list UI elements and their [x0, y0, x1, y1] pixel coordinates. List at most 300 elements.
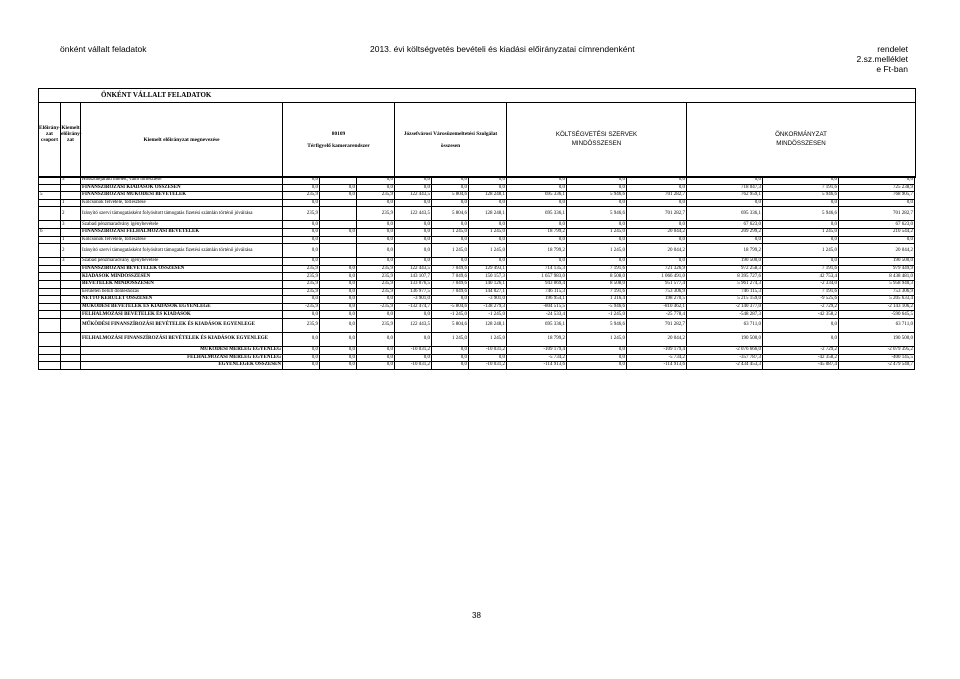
group-cell [39, 332, 61, 346]
row-label: FELHALMOZÁSI BEVÉTELEK ÉS KIADÁSOK [81, 311, 283, 319]
row-label: KIADÁSOK MINDÖSSZESEN [81, 273, 283, 281]
value-cell: 701 282,7 [627, 207, 687, 221]
group-cell [39, 273, 61, 281]
value-cell: 235,9 [357, 265, 395, 273]
value-cell: 0,0 [320, 311, 357, 319]
value-cell: 0,0 [357, 296, 395, 304]
value-cell: 753 306,9 [839, 288, 915, 296]
value-cell: 63 711,0 [687, 318, 763, 332]
value-cell: 0,0 [507, 258, 567, 266]
value-cell: 0,0 [567, 221, 627, 229]
value-cell: -2 729,2 [763, 346, 839, 354]
value-cell: 5 946,6 [567, 192, 627, 200]
value-cell: -45 087,4 [763, 362, 839, 370]
value-cell: 0,0 [839, 236, 915, 244]
value-cell: 190 500,0 [687, 332, 763, 346]
value-cell: 0,0 [627, 221, 687, 229]
value-cell: 0,0 [320, 265, 357, 273]
value-cell: 695 336,1 [507, 192, 567, 200]
column-header-band [38, 102, 916, 178]
value-cell: -1 245,0 [567, 311, 627, 319]
value-cell: 0,0 [395, 244, 432, 258]
value-cell: -109 179,4 [627, 346, 687, 354]
value-cell: 122 443,5 [395, 265, 432, 273]
table-row [39, 207, 915, 221]
col-header-jvsz: Józsefvárosi Városüzemeltetési Szolgálat összesen [395, 103, 507, 177]
value-cell: 1 316,4 [567, 296, 627, 304]
value-cell: 0,0 [320, 288, 357, 296]
value-cell: 18 799,2 [507, 244, 567, 258]
kiemelt-cell [61, 332, 81, 346]
value-cell: 943 069,4 [507, 280, 567, 288]
value-cell: 0,0 [507, 236, 567, 244]
kiemelt-cell: 3 [61, 221, 81, 229]
value-cell: 0,0 [469, 354, 507, 362]
value-cell: 235,9 [357, 288, 395, 296]
kiemelt-cell: 3 [61, 258, 81, 266]
value-cell: 0,0 [357, 236, 395, 244]
kiemelt-cell [61, 354, 81, 362]
value-cell: 7 191,6 [763, 184, 839, 192]
value-cell: 0,0 [320, 273, 357, 281]
value-cell: 235,9 [283, 280, 320, 288]
value-cell: 714 135,3 [507, 265, 567, 273]
value-cell [320, 177, 357, 185]
row-label: Szabad pénzmaradvány igénybevétele [81, 221, 283, 229]
header-right-line3: e Ft-ban [876, 64, 908, 74]
value-cell: -2 140 377,0 [687, 303, 763, 311]
value-cell: 235,9 [283, 192, 320, 200]
value-cell: -2 479 540,7 [839, 362, 915, 370]
group-cell [39, 354, 61, 362]
value-cell: -24 533,4 [507, 311, 567, 319]
table-row [39, 228, 915, 236]
value-cell: 235,9 [357, 273, 395, 281]
table-row [39, 177, 915, 185]
value-cell: 979 449,9 [839, 265, 915, 273]
value-cell: 0,0 [395, 354, 432, 362]
value-cell: 235,9 [357, 207, 395, 221]
value-cell: 0,0 [839, 199, 915, 207]
value-cell: 0,0 [357, 184, 395, 192]
value-cell: 210 544,2 [839, 228, 915, 236]
value-cell: 0,0 [507, 221, 567, 229]
value-cell: -10 031,2 [395, 362, 432, 370]
value-cell: 0,0 [507, 199, 567, 207]
value-cell: 0,0 [432, 221, 469, 229]
value-cell: 18 799,2 [687, 244, 763, 258]
value-cell: 235,9 [283, 288, 320, 296]
value-cell [320, 199, 357, 207]
kiemelt-cell: 3 [61, 177, 81, 185]
value-cell: 235,9 [357, 192, 395, 200]
value-cell: -10 031,2 [469, 346, 507, 354]
col-header-kiemelt: Kiemelt előirány-zat [61, 103, 81, 177]
group-cell [39, 258, 61, 266]
value-cell: -114 913,6 [627, 362, 687, 370]
value-cell: 0,0 [567, 184, 627, 192]
value-cell: 0,0 [469, 199, 507, 207]
group-cell [39, 346, 61, 354]
value-cell: 0,0 [763, 236, 839, 244]
value-cell: 1 245,0 [763, 228, 839, 236]
row-label: BEVÉTELEK MINDÖSSZESEN [81, 280, 283, 288]
row-label: FELHALMOZÁSI MÉRLEG EGYENLEG [81, 354, 283, 362]
value-cell: 0,0 [283, 258, 320, 266]
value-cell: 128 248,1 [469, 207, 507, 221]
value-cell: 0,0 [395, 236, 432, 244]
value-cell: 8 508,0 [567, 280, 627, 288]
value-cell: 0,0 [357, 354, 395, 362]
value-cell: -138 279,3 [469, 303, 507, 311]
group-cell [39, 288, 61, 296]
value-cell: 190 500,0 [687, 258, 763, 266]
col-header-onkormanyzat: ÖNKORMÁNYZAT MINDÖSSZESEN [775, 131, 827, 147]
value-cell: 0,0 [432, 199, 469, 207]
table-row [39, 332, 915, 346]
value-cell: -810 462,1 [627, 303, 687, 311]
col-header-80109: 80109 Térfigyelő kamerarendszer [283, 103, 395, 177]
value-cell: 695 336,1 [687, 207, 763, 221]
group-cell [39, 207, 61, 221]
value-cell: 7 191,6 [567, 265, 627, 273]
value-cell: 235,9 [357, 280, 395, 288]
value-cell: 0,0 [320, 192, 357, 200]
page-number: 38 [472, 611, 481, 620]
value-cell: -400 145,5 [839, 354, 915, 362]
table-title: ÖNKÉNT VÁLLALT FELADATOK [101, 91, 212, 99]
value-cell: -5 946,6 [567, 303, 627, 311]
value-cell: -132 474,7 [395, 303, 432, 311]
value-cell: 67 623,0 [839, 221, 915, 229]
value-cell: 8 395 727,6 [687, 273, 763, 281]
header-right-block [857, 44, 909, 74]
value-cell: 0,0 [432, 362, 469, 370]
value-cell: 122 443,5 [395, 318, 432, 332]
row-label: kerületen belüli döntéshozás [81, 288, 283, 296]
value-cell: 0,0 [567, 346, 627, 354]
value-cell: 5 804,6 [432, 207, 469, 221]
value-cell: 0,0 [283, 228, 320, 236]
value-cell: 7 191,6 [763, 288, 839, 296]
value-cell: 1 245,0 [567, 244, 627, 258]
row-label: FINANSZÍROZÁSI MŰKÖDÉSI BEVÉTELEK [81, 192, 283, 200]
row-label: FINANSZÍROZÁSI BEVÉTELEK ÖSSZESEN [81, 265, 283, 273]
value-cell: -10 031,2 [395, 346, 432, 354]
value-cell: 0,0 [432, 258, 469, 266]
value-cell: -109 179,4 [507, 346, 567, 354]
value-cell: 0,0 [320, 280, 357, 288]
col-header-koltsegvetesi: KÖLTSÉGVETÉSI SZERVEK MINDÖSSZESEN [507, 103, 687, 177]
value-cell: 725 238,9 [839, 184, 915, 192]
table-row [39, 354, 915, 362]
kiemelt-cell: 1 [61, 236, 81, 244]
value-cell: 5 205 633,4 [839, 296, 915, 304]
kiemelt-cell: 2 [61, 244, 81, 258]
group-cell [39, 318, 61, 332]
value-cell: 1 245,0 [763, 244, 839, 258]
kiemelt-cell: 2 [61, 207, 81, 221]
group-cell [39, 244, 61, 258]
value-cell: 5 958 940,3 [839, 280, 915, 288]
group-cell [39, 199, 61, 207]
value-cell: 0,0 [432, 296, 469, 304]
row-label: EGYENLEGEK ÖSSZESEN [81, 362, 283, 370]
value-cell: 1 245,0 [469, 244, 507, 258]
value-cell: 0,0 [283, 177, 320, 185]
value-cell: 0,0 [283, 296, 320, 304]
value-cell: 746 115,3 [507, 288, 567, 296]
row-label: MŰKÖDÉSI FINANSZÍROZÁSI BEVÉTELEK ÉS KIADÁSOK EGYENLEGE [81, 318, 283, 332]
kiemelt-cell: 1 [61, 199, 81, 207]
value-cell: 0,0 [357, 362, 395, 370]
value-cell: 5 961 274,3 [687, 280, 763, 288]
value-cell: 0,0 [283, 236, 320, 244]
value-cell: 0,0 [320, 346, 357, 354]
value-cell: 190 500,0 [839, 332, 915, 346]
value-cell: 0,0 [395, 184, 432, 192]
value-cell: 20 044,2 [627, 244, 687, 258]
row-label: FELHALMOZÁSI FINANSZÍROZÁSI BEVÉTELEK ÉS KIADÁSOK EGYENLEGE [81, 332, 283, 346]
value-cell: 951 577,4 [627, 280, 687, 288]
row-label: Kölcsönök felvétele, törlesztése [81, 236, 283, 244]
value-cell: -5 804,6 [432, 303, 469, 311]
value-cell: 18 799,2 [507, 332, 567, 346]
value-cell: 0,0 [469, 221, 507, 229]
group-cell [39, 221, 61, 229]
value-cell: -3 901,0 [395, 296, 432, 304]
value-cell: 0,0 [357, 244, 395, 258]
group-cell [39, 265, 61, 273]
value-cell: 7 049,6 [432, 265, 469, 273]
value-cell: 7 049,6 [432, 288, 469, 296]
value-cell: 0,0 [320, 184, 357, 192]
table-row [39, 280, 915, 288]
group-cell [39, 296, 61, 304]
value-cell: 0,0 [395, 258, 432, 266]
group-cell [39, 303, 61, 311]
group-cell [39, 184, 61, 192]
value-cell: -42 358,2 [763, 354, 839, 362]
kiemelt-cell [61, 318, 81, 332]
value-cell: 0,0 [320, 228, 357, 236]
value-cell: 0,0 [627, 258, 687, 266]
value-cell: 150 157,3 [469, 273, 507, 281]
table-row [39, 288, 915, 296]
row-label: FINANSZÍROZÁSI FELHALMOZÁSI BEVÉTELEK [81, 228, 283, 236]
value-cell [320, 244, 357, 258]
value-cell: 67 623,0 [687, 221, 763, 229]
value-cell: 0,0 [627, 236, 687, 244]
value-cell: 42 753,4 [763, 273, 839, 281]
value-cell: 1 245,0 [469, 228, 507, 236]
value-cell: 0,0 [320, 332, 357, 346]
value-cell: 0,0 [763, 318, 839, 332]
value-cell: 140 126,1 [469, 280, 507, 288]
value-cell: 721 326,9 [627, 265, 687, 273]
value-cell: 0,0 [567, 236, 627, 244]
value-cell: 196 954,1 [507, 296, 567, 304]
value-cell: 0,0 [395, 332, 432, 346]
col-header-name: Kiemelt előirányzat megnevezése [81, 103, 283, 177]
value-cell: 5 946,6 [567, 318, 627, 332]
value-cell: 0,0 [283, 346, 320, 354]
value-cell: 972 258,3 [687, 265, 763, 273]
value-cell: -2 076 666,0 [687, 346, 763, 354]
value-cell: 0,0 [763, 199, 839, 207]
budget-table [38, 176, 915, 370]
table-row [39, 362, 915, 370]
group-cell [39, 311, 61, 319]
value-cell: 1 245,0 [432, 244, 469, 258]
value-cell: 5 946,6 [567, 207, 627, 221]
value-cell: 5 215 159,0 [687, 296, 763, 304]
value-cell: 136 977,5 [395, 288, 432, 296]
row-label: Irányító szervi támogatásként folyósított támogatás fizetési számlán történő jóváírása [81, 207, 283, 221]
value-cell: 0,0 [357, 346, 395, 354]
value-cell: 190 500,0 [839, 258, 915, 266]
value-cell: 0,0 [763, 177, 839, 185]
value-cell: 235,9 [283, 265, 320, 273]
value-cell: 0,0 [320, 303, 357, 311]
group-cell [39, 280, 61, 288]
table-row [39, 346, 915, 354]
value-cell: 0,0 [320, 318, 357, 332]
value-cell: 0,0 [320, 296, 357, 304]
kiemelt-cell [61, 311, 81, 319]
value-cell: 122 443,5 [395, 192, 432, 200]
value-cell: -804 515,5 [507, 303, 567, 311]
value-cell: 1 245,0 [432, 332, 469, 346]
value-cell: 0,0 [283, 332, 320, 346]
value-cell: 0,0 [687, 236, 763, 244]
value-cell: 0,0 [432, 354, 469, 362]
value-cell: 235,9 [283, 207, 320, 221]
value-cell: 1 245,0 [567, 228, 627, 236]
value-cell [320, 236, 357, 244]
value-cell: 7 191,6 [567, 288, 627, 296]
value-cell: -3 901,0 [469, 296, 507, 304]
value-cell: 122 443,5 [395, 207, 432, 221]
kiemelt-cell [61, 296, 81, 304]
value-cell: 0,0 [395, 221, 432, 229]
value-cell: 0,0 [469, 184, 507, 192]
value-cell: -2 079 395,2 [839, 346, 915, 354]
value-cell: 0,0 [839, 177, 915, 185]
header-right-line2: 2.sz.melléklet [856, 54, 908, 64]
value-cell: 63 711,0 [839, 318, 915, 332]
value-cell: 0,0 [567, 258, 627, 266]
value-cell: 0,0 [357, 199, 395, 207]
kiemelt-cell [61, 184, 81, 192]
row-label: Kölcsönök felvétele, törlesztése [81, 199, 283, 207]
value-cell: 0,0 [283, 244, 320, 258]
value-cell: 0,0 [283, 354, 320, 362]
value-cell: 0,0 [283, 311, 320, 319]
value-cell: 1 066 491,0 [627, 273, 687, 281]
value-cell: 1 657 983,0 [507, 273, 567, 281]
row-label: MŰKÖDÉSI BEVÉTELEK ÉS KIADÁSOK EGYENLEGE [81, 303, 283, 311]
value-cell: 718 047,3 [687, 184, 763, 192]
col-header-group: Előirány-zat csoport [39, 103, 61, 177]
value-cell: 0,0 [357, 221, 395, 229]
value-cell: 128 248,1 [469, 318, 507, 332]
value-cell: -5 734,2 [627, 354, 687, 362]
value-cell: 0,0 [627, 177, 687, 185]
value-cell: 235,9 [283, 273, 320, 281]
value-cell: 235,9 [357, 318, 395, 332]
value-cell: 7 049,6 [432, 273, 469, 281]
value-cell [320, 258, 357, 266]
value-cell: 0,0 [357, 228, 395, 236]
value-cell: -2 334,0 [763, 280, 839, 288]
value-cell [320, 207, 357, 221]
value-cell: 0,0 [357, 311, 395, 319]
value-cell: 7 191,6 [763, 265, 839, 273]
value-cell: 0,0 [507, 177, 567, 185]
value-cell: 0,0 [283, 184, 320, 192]
value-cell: 18 799,2 [507, 228, 567, 236]
value-cell: 0,0 [357, 258, 395, 266]
value-cell: -5 734,2 [507, 354, 567, 362]
kiemelt-cell [61, 303, 81, 311]
table-row [39, 273, 915, 281]
value-cell: 768 905,7 [839, 192, 915, 200]
group-cell [39, 177, 61, 185]
table-row [39, 303, 915, 311]
value-cell: 144 027,1 [469, 288, 507, 296]
value-cell: 0,0 [432, 184, 469, 192]
value-cell: 0,0 [283, 362, 320, 370]
value-cell: 0,0 [357, 177, 395, 185]
value-cell: -1 245,0 [432, 311, 469, 319]
header-left-title: önként vállalt feladatok [60, 44, 147, 54]
value-cell: 753 306,9 [627, 288, 687, 296]
value-cell: 0,0 [687, 199, 763, 207]
value-cell: 1 245,0 [432, 228, 469, 236]
value-cell: 701 282,7 [627, 318, 687, 332]
value-cell: 0,0 [395, 228, 432, 236]
kiemelt-cell [61, 362, 81, 370]
value-cell: 0,0 [763, 332, 839, 346]
value-cell: 5 804,6 [432, 192, 469, 200]
value-cell: 0,0 [469, 177, 507, 185]
value-cell: 0,0 [320, 362, 357, 370]
table-row [39, 244, 915, 258]
value-cell: 5 946,6 [763, 192, 839, 200]
table-row [39, 311, 915, 319]
value-cell: -42 358,2 [763, 311, 839, 319]
value-cell: 0,0 [283, 221, 320, 229]
value-cell: 0,0 [283, 199, 320, 207]
value-cell: 20 044,2 [627, 332, 687, 346]
value-cell: 20 044,2 [839, 244, 915, 258]
value-cell: 746 115,3 [687, 288, 763, 296]
value-cell: 20 044,2 [627, 228, 687, 236]
value-cell: -10 031,2 [469, 362, 507, 370]
table-row [39, 296, 915, 304]
value-cell: 762 959,1 [687, 192, 763, 200]
table-row [39, 236, 915, 244]
value-cell: 0,0 [763, 221, 839, 229]
value-cell: 0,0 [320, 354, 357, 362]
value-cell: 0,0 [567, 354, 627, 362]
value-cell: 133 076,5 [395, 280, 432, 288]
kiemelt-cell [61, 228, 81, 236]
value-cell: 695 336,1 [507, 207, 567, 221]
value-cell: 1 245,0 [567, 332, 627, 346]
table-row [39, 199, 915, 207]
